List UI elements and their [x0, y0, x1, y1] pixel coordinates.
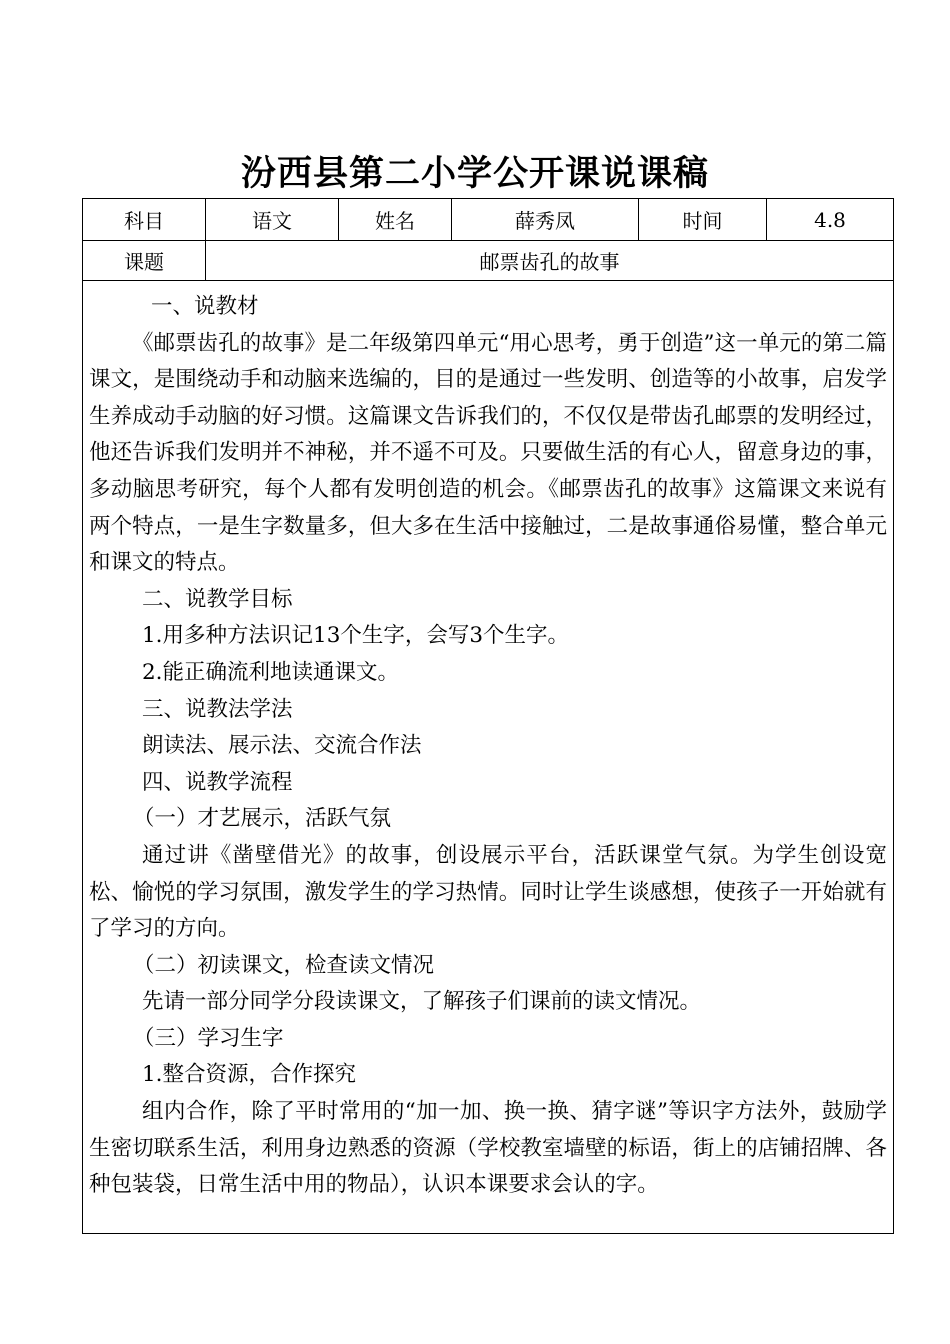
time-label: 时间 [639, 199, 767, 240]
subsection-heading-1: （一）才艺展示，活跃气氛 [133, 806, 392, 832]
subsection-2-text: 先请一部分同学分段读课文，了解孩子们课前的读文情况。 [142, 989, 702, 1015]
topic-row [83, 241, 893, 281]
subsection-heading-3: （三）学习生字 [133, 1025, 284, 1051]
section-heading-4: 四、说教学流程 [142, 769, 293, 795]
subsection-3-paragraph: 组内合作，除了平时常用的“加一加、换一换、猜字谜”等识字方法外，鼓励学生密切联系生活，利用身边熟悉的资源（学校教室墙壁的标语，街上的店铺招牌、各种包装袋，日常生活中用的物品），认识本课要求会认的字。 [89, 1099, 887, 1198]
name-label: 姓名 [339, 199, 452, 240]
content-body [83, 281, 893, 1204]
section-1-paragraph: 《邮票齿孔的故事》是二年级第四单元“用心思考，勇于创造”这一单元的第二篇课文，是围绕动手和动脑来选编的，目的是通过一些发明、创造等的小故事，启发学生养成动手动脑的好习惯。这篇课文告诉我们的，不仅仅是带齿孔邮票的发明经过，他还告诉我们发明并不神秘，并不遥不可及。只要做生活的有心人，留意身边的事，多动脑思考研究，每个人都有发明创造的机会。《邮票齿孔的故事》这篇课文来说有两个特点，一是生字数量多，但大多在生活中接触过，二是故事通俗易懂，整合单元和课文的特点。 [89, 330, 887, 576]
section-heading-1: 一、说教材 [151, 294, 259, 319]
subject-value: 语文 [206, 199, 339, 240]
page-title: 汾西县第二小学公开课说课稿 [240, 154, 709, 194]
method-text: 朗读法、展示法、交流合作法 [142, 733, 422, 759]
goal-item-2: 2.能正确流利地读通课文。 [142, 659, 400, 685]
subsection-1-paragraph: 通过讲《凿壁借光》的故事，创设展示平台，活跃课堂气氛。为学生创设宽松、愉悦的学习氛围，激发学生的学习热情。同时让学生谈感想，使孩子一开始就有了学习的方向。 [89, 842, 887, 942]
time-value: 4.8 [814, 207, 846, 232]
subsection-heading-2: （二）初读课文，检查读文情况 [133, 952, 435, 978]
section-heading-3: 三、说教法学法 [142, 696, 293, 722]
section-heading-2: 二、说教学目标 [142, 586, 293, 612]
topic-label: 课题 [83, 241, 206, 280]
subject-label: 科目 [83, 199, 206, 240]
goal-item-1: 1.用多种方法识记13个生字，会写3个生字。 [142, 623, 570, 649]
subsection-3-item-1: 1.整合资源，合作探究 [142, 1062, 357, 1088]
info-row [83, 199, 893, 241]
lesson-form-table [82, 198, 894, 1234]
name-value: 薛秀凤 [452, 199, 639, 240]
topic-value: 邮票齿孔的故事 [479, 250, 620, 274]
